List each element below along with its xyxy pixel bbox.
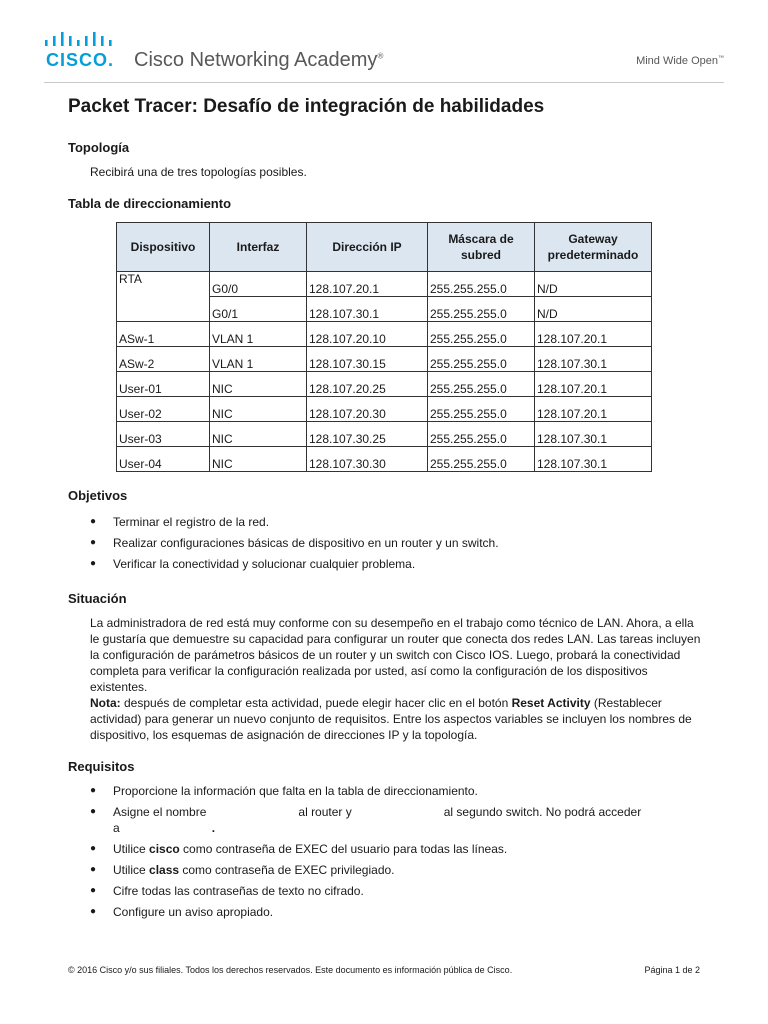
objetivos-list	[90, 514, 710, 577]
cell-gw: N/D	[535, 297, 652, 322]
cell-gw: 128.107.20.1	[535, 372, 652, 397]
bullet-icon: ●	[90, 516, 97, 527]
cell-ip: 128.107.30.1	[307, 297, 428, 322]
cell-ip: 128.107.30.15	[307, 347, 428, 372]
col-dispositivo: Dispositivo	[117, 223, 210, 272]
cell-device: ASw-2	[117, 347, 210, 372]
cell-iface: NIC	[210, 372, 307, 397]
cell-device: RTA	[117, 272, 210, 322]
cell-mask: 255.255.255.0	[428, 372, 535, 397]
cell-iface: NIC	[210, 447, 307, 472]
bullet-icon: ●	[90, 906, 97, 917]
nota-paragraph: Nota: después de completar esta actividad, puede elegir hacer clic en el botón Reset Activity (Restablecer actividad) para generar un nuevo conjunto de requisitos. Entre los aspectos variables se incluyen los nombres de dispositivo, los esquemas de asignación de direcciones IP y la topología.	[90, 696, 692, 742]
tagline: Mind Wide Open™	[636, 55, 724, 67]
table-row	[117, 447, 652, 472]
list-item: ● Utilice class como contraseña de EXEC privilegiado.	[90, 863, 395, 877]
cell-gw: 128.107.30.1	[535, 447, 652, 472]
cell-iface: G0/1	[210, 297, 307, 322]
table-row	[117, 397, 652, 422]
cell-mask: 255.255.255.0	[428, 397, 535, 422]
situacion-paragraph: La administradora de red está muy conforme con su desempeño en el trabajo como técnico de LAN. Ahora, a ella le gustaría que demuestre su capacidad para configurar un router que conecta dos redes LAN. Las tareas incluyen la configuración de parámetros básicos de un router y un switch con Cisco IOS. Luego, probará la conectividad completa para verificar la configuración realizada por usted, así como la configuración de los dispositivos existentes.	[90, 616, 701, 694]
bullet-icon: ●	[90, 785, 97, 796]
list-item: ● Configure un aviso apropiado.	[90, 905, 274, 919]
cell-device: User-03	[117, 422, 210, 447]
table-row	[117, 422, 652, 447]
cell-mask: 255.255.255.0	[428, 272, 535, 297]
cell-ip: 128.107.20.10	[307, 322, 428, 347]
bullet-icon: ●	[90, 864, 97, 875]
list-item: ● Proporcione la información que falta en la tabla de direccionamiento.	[90, 784, 478, 798]
cell-gw: 128.107.20.1	[535, 322, 652, 347]
list-item: ● Cifre todas las contraseñas de texto no cifrado.	[90, 884, 364, 898]
footer-copyright: © 2016 Cisco y/o sus filiales. Todos los derechos reservados. Este documento es información pública de Cisco.	[68, 965, 513, 975]
topologia-text: Recibirá una de tres topologías posibles.	[90, 165, 307, 179]
cell-device: User-04	[117, 447, 210, 472]
col-direccion-ip: Dirección IP	[307, 223, 428, 272]
cell-mask: 255.255.255.0	[428, 297, 535, 322]
cell-device: ASw-1	[117, 322, 210, 347]
list-item: ● Terminar el registro de la red.	[90, 515, 270, 529]
bullet-icon: ●	[90, 537, 97, 548]
cell-iface: G0/0	[210, 272, 307, 297]
cell-gw: N/D	[535, 272, 652, 297]
cisco-logo-bars-icon	[44, 32, 114, 50]
cell-ip: 128.107.30.25	[307, 422, 428, 447]
table-header-row	[117, 223, 652, 272]
cell-ip: 128.107.20.1	[307, 272, 428, 297]
col-mascara: Máscara de subred	[428, 223, 535, 272]
list-item: ● Utilice cisco como contraseña de EXEC del usuario para todas las líneas.	[90, 842, 508, 856]
page-title: Packet Tracer: Desafío de integración de habilidades	[68, 96, 545, 117]
list-item: ● Realizar configuraciones básicas de dispositivo en un router y un switch.	[90, 536, 499, 550]
page-header	[0, 0, 768, 82]
heading-tabla: Tabla de direccionamiento	[68, 196, 232, 211]
bullet-icon: ●	[90, 843, 97, 854]
cell-mask: 255.255.255.0	[428, 422, 535, 447]
bullet-icon: ●	[90, 885, 97, 896]
table-row	[117, 372, 652, 397]
header-divider	[44, 82, 724, 83]
list-item: ● Verificar la conectividad y solucionar cualquier problema.	[90, 557, 416, 571]
table-row	[117, 322, 652, 347]
heading-requisitos: Requisitos	[68, 759, 135, 774]
cell-gw: 128.107.30.1	[535, 347, 652, 372]
cell-mask: 255.255.255.0	[428, 322, 535, 347]
cell-ip: 128.107.20.30	[307, 397, 428, 422]
requisitos-list	[90, 783, 710, 925]
list-item: ● Asigne el nombre al router y al segundo switch. No podrá acceder a .	[90, 805, 642, 835]
cell-device: User-02	[117, 397, 210, 422]
cisco-logo-text: CISCO.	[46, 50, 115, 70]
cell-device: User-01	[117, 372, 210, 397]
bullet-icon: ●	[90, 558, 97, 569]
addressing-table	[116, 222, 652, 472]
cell-iface: NIC	[210, 422, 307, 447]
cell-ip: 128.107.20.25	[307, 372, 428, 397]
heading-objetivos: Objetivos	[68, 488, 128, 503]
cell-iface: NIC	[210, 397, 307, 422]
heading-topologia: Topología	[68, 140, 130, 155]
table-row	[117, 347, 652, 372]
cell-mask: 255.255.255.0	[428, 447, 535, 472]
footer-page-number: Página 1 de 2	[644, 965, 700, 975]
bullet-icon: ●	[90, 806, 97, 817]
col-gateway: Gateway predeterminado	[535, 223, 652, 272]
cell-gw: 128.107.20.1	[535, 397, 652, 422]
col-interfaz: Interfaz	[210, 223, 307, 272]
table-row	[117, 272, 652, 297]
cell-iface: VLAN 1	[210, 322, 307, 347]
cell-mask: 255.255.255.0	[428, 347, 535, 372]
academy-name: Cisco Networking Academy®	[134, 49, 384, 71]
heading-situacion: Situación	[68, 591, 127, 606]
cell-iface: VLAN 1	[210, 347, 307, 372]
cell-ip: 128.107.30.30	[307, 447, 428, 472]
cell-gw: 128.107.30.1	[535, 422, 652, 447]
